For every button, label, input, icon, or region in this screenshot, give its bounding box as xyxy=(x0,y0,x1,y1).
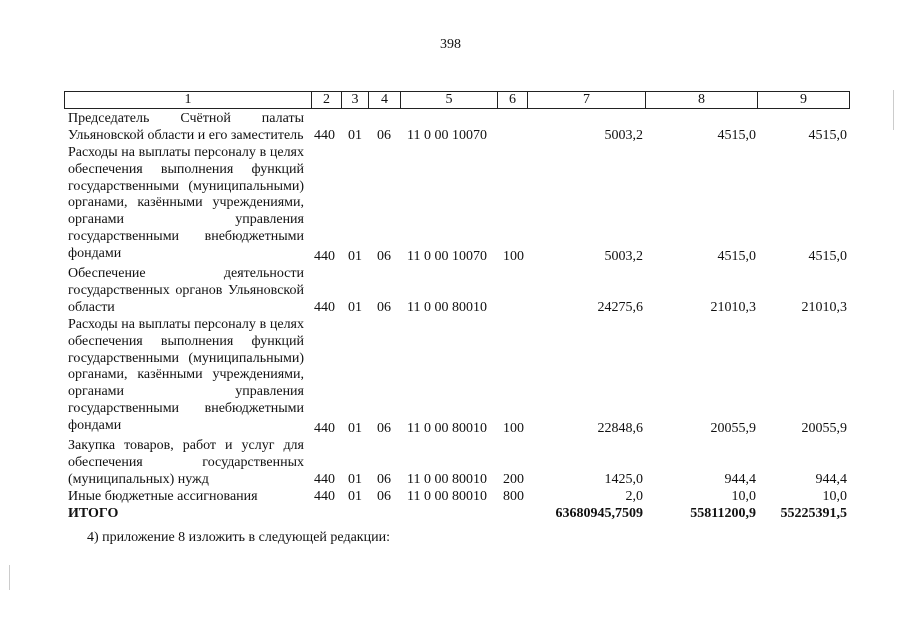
row-c7: 1425,0 xyxy=(604,472,643,487)
row-c2: 440 xyxy=(314,472,335,487)
row-c7: 5003,2 xyxy=(604,249,643,264)
row-c6: 100 xyxy=(503,249,524,264)
row-c8: 20055,9 xyxy=(710,421,756,436)
row-c6: 800 xyxy=(503,489,524,504)
scan-edge-left xyxy=(9,565,10,590)
row-c3: 01 xyxy=(348,472,362,487)
column-header-3: 3 xyxy=(342,92,369,108)
row-c8: 10,0 xyxy=(731,489,756,504)
row-description: Расходы на выплаты персоналу в целях обеспечения выполнения функций государственными (муниципальными) органами, казёнными учреждениями, органами управления государственными внебюджетными фондами xyxy=(68,145,304,261)
row-c3: 01 xyxy=(348,249,362,264)
row-c9: 21010,3 xyxy=(801,300,847,315)
row-c6: 200 xyxy=(503,472,524,487)
row-c8: 944,4 xyxy=(724,472,756,487)
row-c5: 11 0 00 80010 xyxy=(407,300,487,315)
table-header-row xyxy=(64,91,850,109)
row-c7: 5003,2 xyxy=(604,128,643,143)
row-c5: 11 0 00 80010 xyxy=(407,472,487,487)
row-description: Иные бюджетные ассигнования xyxy=(68,489,258,504)
row-c3: 01 xyxy=(348,489,362,504)
column-header-8: 8 xyxy=(646,92,758,108)
row-description: Расходы на выплаты персоналу в целях обеспечения выполнения функций государственными (муниципальными) органами, казёнными учреждениями, органами управления государственными внебюджетными фондами xyxy=(68,317,304,433)
row-c2: 440 xyxy=(314,300,335,315)
row-c7: 24275,6 xyxy=(597,300,643,315)
row-description: Закупка товаров, работ и услуг для обеспечения государственных (муниципальных) нужд xyxy=(68,438,304,487)
column-header-2: 2 xyxy=(312,92,342,108)
row-c7: 22848,6 xyxy=(597,421,643,436)
total-c8: 55811200,9 xyxy=(690,506,756,521)
row-c2: 440 xyxy=(314,128,335,143)
row-c8: 4515,0 xyxy=(717,249,756,264)
row-c7: 2,0 xyxy=(625,489,643,504)
row-c9: 20055,9 xyxy=(801,421,847,436)
row-c8: 4515,0 xyxy=(717,128,756,143)
row-c2: 440 xyxy=(314,249,335,264)
page-number: 398 xyxy=(440,37,461,52)
row-c4: 06 xyxy=(377,489,391,504)
row-c9: 4515,0 xyxy=(808,128,847,143)
row-c9: 944,4 xyxy=(815,472,847,487)
scan-edge-right xyxy=(893,90,894,130)
row-c4: 06 xyxy=(377,472,391,487)
column-header-9: 9 xyxy=(800,92,807,107)
row-c9: 4515,0 xyxy=(808,249,847,264)
row-c9: 10,0 xyxy=(822,489,847,504)
row-c2: 440 xyxy=(314,421,335,436)
row-description: Обеспечение деятельности государственных органов Ульяновской области xyxy=(68,266,304,315)
row-c5: 11 0 00 10070 xyxy=(407,128,487,143)
row-c4: 06 xyxy=(377,249,391,264)
footer-note: 4) приложение 8 изложить в следующей редакции: xyxy=(87,530,390,545)
row-c6: 100 xyxy=(503,421,524,436)
total-c9: 55225391,5 xyxy=(780,506,847,521)
row-c4: 06 xyxy=(377,300,391,315)
row-c5: 11 0 00 10070 xyxy=(407,249,487,264)
row-c8: 21010,3 xyxy=(710,300,756,315)
row-c4: 06 xyxy=(377,128,391,143)
column-header-4: 4 xyxy=(369,92,401,108)
total-label: ИТОГО xyxy=(68,506,119,521)
row-c2: 440 xyxy=(314,489,335,504)
column-header-7: 7 xyxy=(528,92,646,108)
row-c3: 01 xyxy=(348,421,362,436)
row-c3: 01 xyxy=(348,128,362,143)
row-c3: 01 xyxy=(348,300,362,315)
row-c5: 11 0 00 80010 xyxy=(407,421,487,436)
row-description: Председатель Счётной палаты Ульяновской области и его заместитель xyxy=(68,111,304,143)
row-c4: 06 xyxy=(377,421,391,436)
column-header-5: 5 xyxy=(401,92,498,108)
row-c5: 11 0 00 80010 xyxy=(407,489,487,504)
total-c7: 63680945,7509 xyxy=(555,506,643,521)
column-header-6: 6 xyxy=(498,92,528,108)
column-header-1: 1 xyxy=(65,92,312,108)
